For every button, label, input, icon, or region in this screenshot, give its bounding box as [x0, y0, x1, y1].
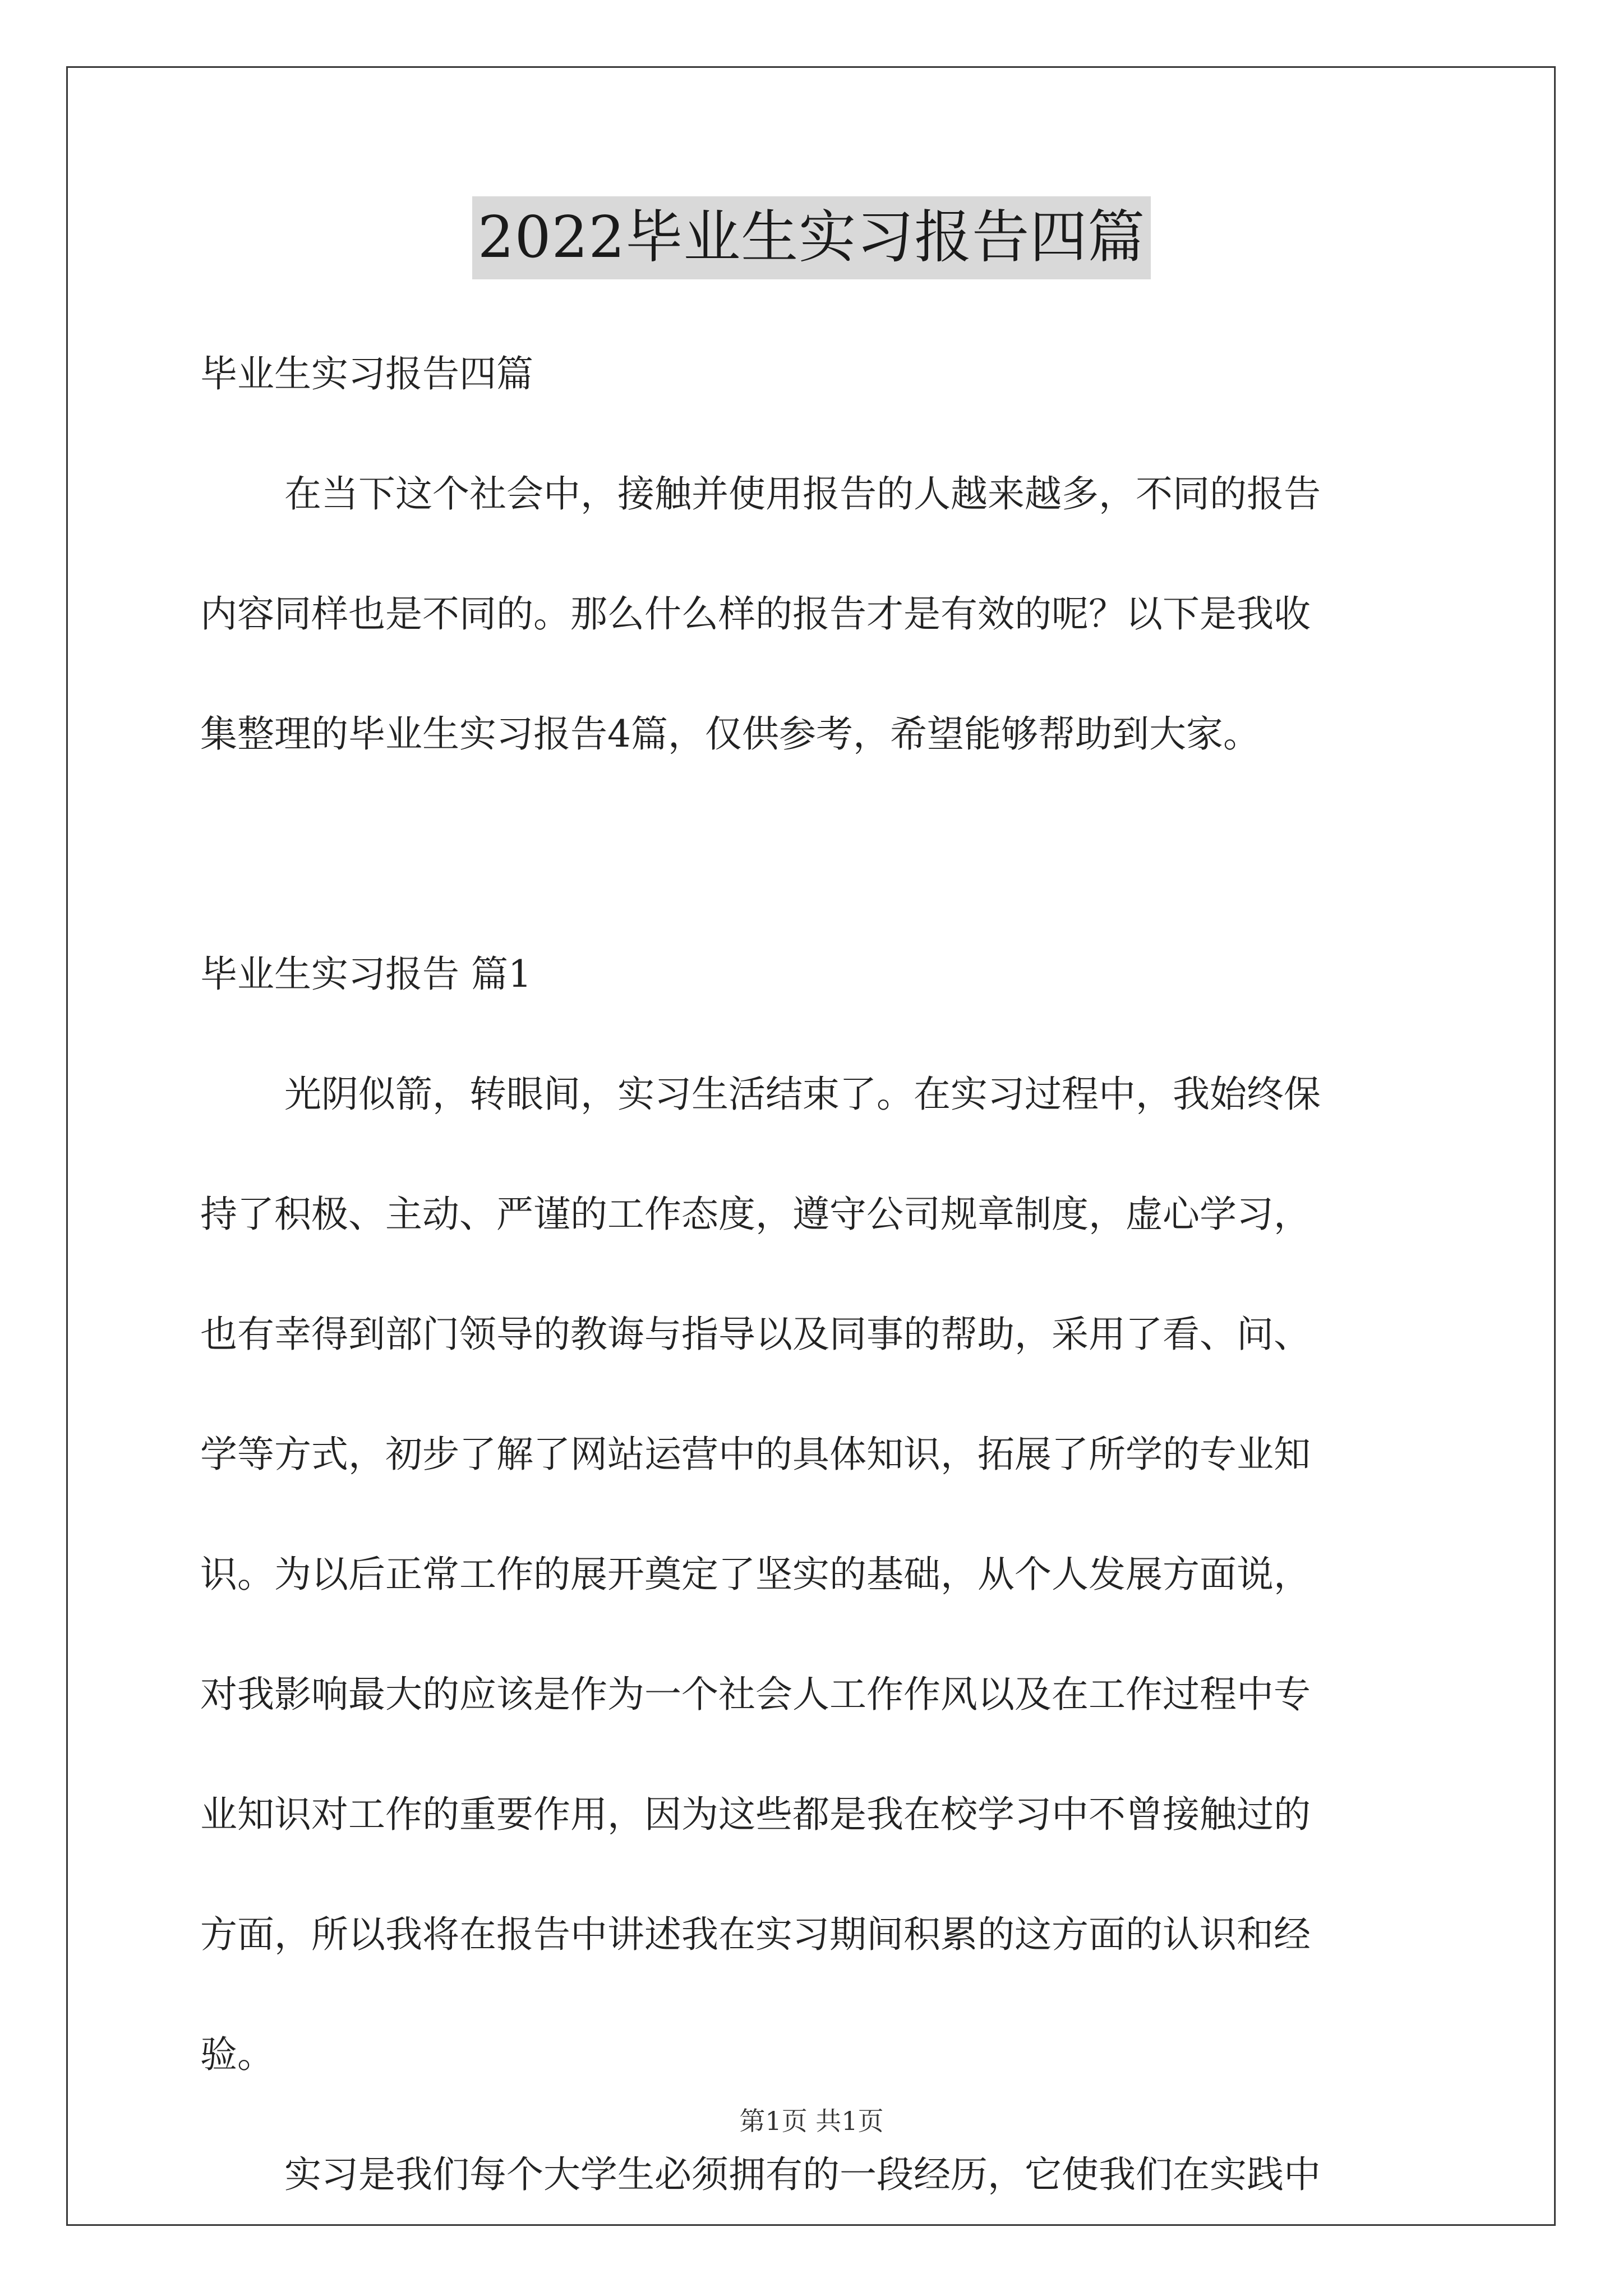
paragraph-line: 实习是我们每个大学生必须拥有的一段经历，它使我们在实践中 [284, 2153, 1321, 2196]
paragraph-line: 学等方式，初步了解了网站运营中的具体知识，拓展了所学的专业知 [200, 1433, 1311, 1476]
document-title: 2022毕业生实习报告四篇 [472, 196, 1151, 279]
paragraph-line: 也有幸得到部门领导的教诲与指导以及同事的帮助，采用了看、问、 [200, 1313, 1311, 1356]
intro-line: 内容同样也是不同的。那么什么样的报告才是有效的呢？以下是我收 [200, 592, 1311, 636]
intro-line: 在当下这个社会中，接触并使用报告的人越来越多，不同的报告 [284, 472, 1321, 516]
subtitle: 毕业生实习报告四篇 [200, 352, 533, 395]
page-footer: 第1页 共1页 [739, 2106, 884, 2136]
section-heading: 毕业生实习报告 篇1 [200, 953, 532, 996]
paragraph-line: 持了积极、主动、严谨的工作态度，遵守公司规章制度，虚心学习， [200, 1193, 1311, 1236]
spacer [200, 794, 1434, 914]
paragraph-line: 光阴似箭，转眼间，实习生活结束了。在实习过程中，我始终保 [284, 1073, 1321, 1116]
section1-paragraph1 [200, 1034, 1434, 2115]
title-container [0, 196, 1623, 279]
paragraph-line: 对我影响最大的应该是作为一个社会人工作作风以及在工作过程中专 [200, 1673, 1311, 1716]
paragraph-line: 识。为以后正常工作的展开奠定了坚实的基础，从个人发展方面说， [200, 1553, 1311, 1596]
paragraph-line: 验。 [200, 2033, 274, 2076]
document-body [200, 314, 1434, 2235]
paragraph-line: 业知识对工作的重要作用，因为这些都是我在校学习中不曾接触过的 [200, 1793, 1311, 1836]
paragraph-line: 方面，所以我将在报告中讲述我在实习期间积累的这方面的认识和经 [200, 1913, 1311, 1956]
intro-line: 集整理的毕业生实习报告4篇，仅供参考，希望能够帮助到大家。 [200, 712, 1260, 756]
intro-paragraph [200, 434, 1434, 794]
